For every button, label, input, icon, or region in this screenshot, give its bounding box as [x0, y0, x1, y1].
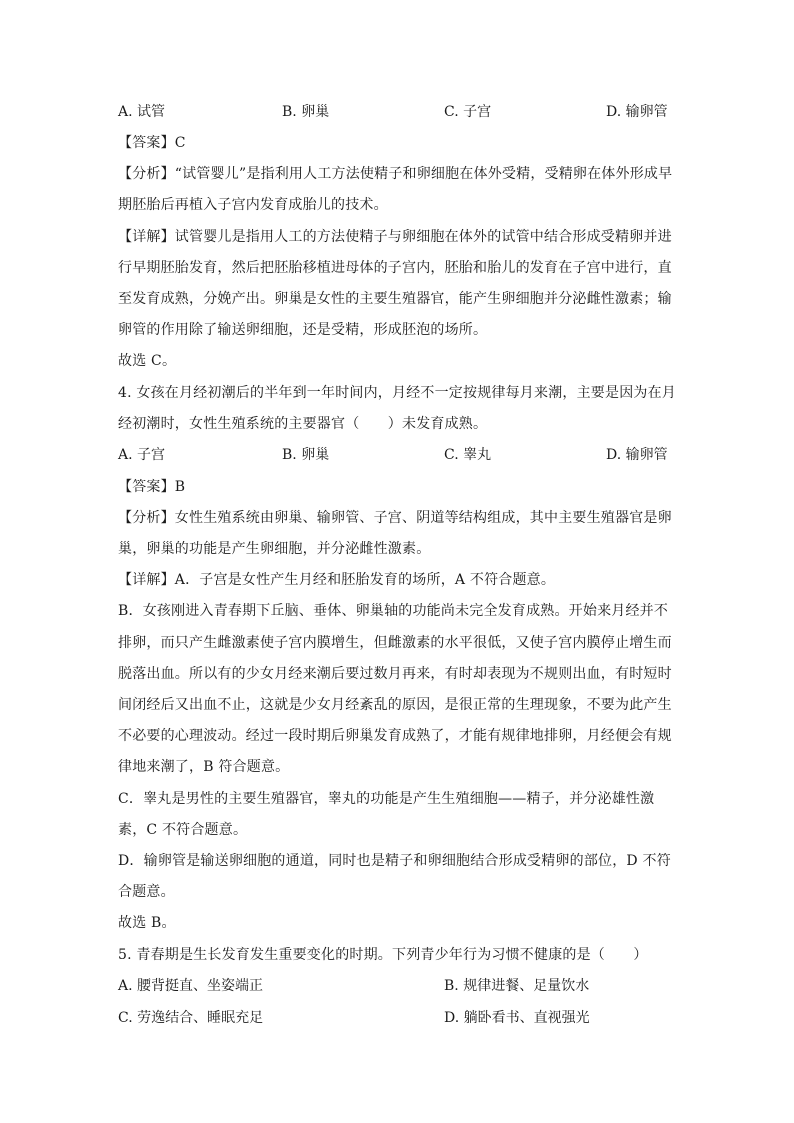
q3-answer: 【答案】C [118, 135, 186, 151]
q5-options-row-2 [118, 1008, 674, 1028]
q3-options [118, 102, 674, 122]
q4-detail-line: B．女孩刚进入青春期下丘脑、垂体、卵巢轴的功能尚未完全发育成熟。开始来月经并不 [118, 603, 669, 619]
q4-analysis-line: 巢，卵巢的功能是产生卵细胞，并分泌雌性激素。 [118, 541, 431, 557]
q4-detail-line: 脱落出血。所以有的少女月经来潮后要过数月再来，有时却表现为不规则出血，有时短时 [118, 666, 672, 682]
q3-analysis-line: 【分析】“试管婴儿”是指利用人工方法使精子和卵细胞在体外受精，受精卵在体外形成早 [118, 166, 673, 182]
q3-option-c: C. 子宫 [444, 104, 492, 120]
q4-detail-line: 排卵，而只产生雌激素使子宫内膜增生，但雌激素的水平很低，又使子宫内膜停止增生而 [118, 635, 672, 651]
q4-option-a: A. 子宫 [118, 447, 166, 463]
q3-detail-line: 卵管的作用除了输送卵细胞，还是受精，形成胚泡的场所。 [118, 322, 488, 338]
q4-detail-line: 间闭经后又出血不止，这就是少女月经紊乱的原因，是很正常的生理现象，不要为此产生 [118, 697, 672, 713]
q4-option-c: C. 睾丸 [444, 447, 492, 463]
q4-detail-line: 不必要的心理波动。经过一段时期后卵巢发育成熟了，才能有规律地排卵，月经便会有规 [118, 728, 672, 744]
q4-option-b: B. 卵巢 [282, 447, 330, 463]
q4-detail-line: 素，C 不符合题意。 [118, 822, 248, 838]
q4-analysis-line: 【分析】女性生殖系统由卵巢、输卵管、子宫、阴道等结构组成，其中主要生殖器官是卵 [118, 510, 672, 526]
q3-analysis-line: 期胚胎后再植入子宫内发育成胎儿的技术。 [118, 197, 388, 213]
q3-option-d: D. 输卵管 [606, 104, 668, 120]
q3-option-a: A. 试管 [118, 104, 166, 120]
q3-detail-line: 行早期胚胎发育，然后把胚胎移植进母体的子宫内，胚胎和胎儿的发育在子宫中进行，直 [118, 260, 672, 276]
q5-option-a: A. 腰背挺直、坐姿端正 [118, 978, 264, 994]
q4-detail-line: 【详解】A．子宫是女性产生月经和胚胎发育的场所，A 不符合题意。 [118, 572, 556, 588]
q3-detail-line: 【详解】试管婴儿是指用人工的方法使精子与卵细胞在体外的试管中结合形成受精卵并进 [118, 229, 672, 245]
q4-option-d: D. 输卵管 [606, 447, 668, 463]
q4-stem-line: 4. 女孩在月经初潮后的半年到一年时间内，月经不一定按规律每月来潮，主要是因为在月 [118, 385, 677, 401]
q5-option-d: D. 躺卧看书、直视强光 [444, 1010, 590, 1026]
q4-detail-line: 合题意。 [118, 884, 175, 900]
q4-detail-line: C．睾丸是男性的主要生殖器官，睾丸的功能是产生生殖细胞——精子，并分泌雄性激 [118, 791, 655, 807]
q5-stem: 5. 青春期是生长发育发生重要变化的时期。下列青少年行为习惯不健康的是（ ） [118, 947, 648, 963]
q4-detail-line: D．输卵管是输送卵细胞的通道，同时也是精子和卵细胞结合形成受精卵的部位，D 不符 [118, 853, 671, 869]
q3-conclusion: 故选 C。 [118, 353, 177, 369]
q4-conclusion: 故选 B。 [118, 915, 176, 931]
q4-detail-line: 律地来潮了，B 符合题意。 [118, 759, 290, 775]
q4-stem-line: 经初潮时，女性生殖系统的主要器官（ ）未发育成熟。 [118, 416, 488, 432]
q3-detail-line: 至发育成熟，分娩产出。卵巢是女性的主要生殖器官，能产生卵细胞并分泌雌性激素；输 [118, 291, 672, 307]
q5-option-b: B. 规律进餐、足量饮水 [444, 978, 590, 994]
q4-answer: 【答案】B [118, 479, 186, 495]
q4-options [118, 445, 674, 465]
q3-option-b: B. 卵巢 [282, 104, 330, 120]
q5-options-row-1 [118, 976, 674, 996]
q5-option-c: C. 劳逸结合、睡眠充足 [118, 1010, 264, 1026]
